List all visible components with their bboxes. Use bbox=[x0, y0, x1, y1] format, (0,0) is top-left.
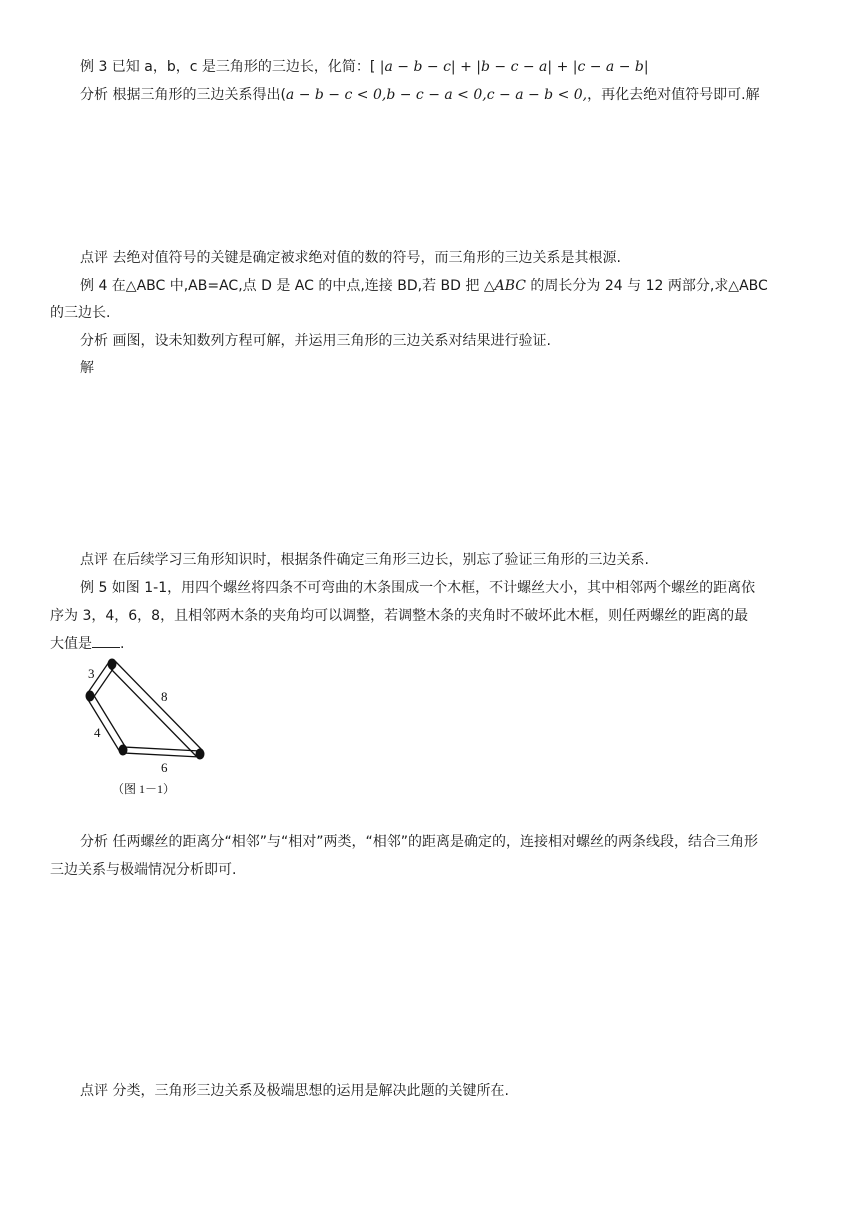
figure-1-1 bbox=[70, 650, 230, 810]
ex5-period: . bbox=[120, 636, 125, 652]
figure-caption: （图 1－1） bbox=[112, 782, 176, 796]
ex4-analysis: 分析 画图，设未知数列方程可解，并运用三角形的三边关系对结果进行验证. bbox=[80, 333, 551, 349]
ex3-comment: 点评 去绝对值符号的关键是确定被求绝对值的数的符号，而三角形的三边关系是其根源. bbox=[80, 250, 621, 266]
label-3: 3 bbox=[88, 666, 95, 681]
ex4-triangle-expression: △ABC bbox=[483, 278, 526, 294]
ex4-comment: 点评 在后续学习三角形知识时，根据条件确定三角形三边长，别忘了验证三角形的三边关系. bbox=[80, 552, 649, 568]
screw-left bbox=[86, 691, 95, 702]
stick-6-edge-b bbox=[123, 753, 200, 757]
ex4-statement-text: 例 4 在△ABC 中,AB=AC,点 D 是 AC 的中点,连接 BD,若 BD 把 bbox=[80, 278, 480, 294]
ex3-statement bbox=[80, 57, 649, 77]
ex3-analysis bbox=[80, 85, 760, 105]
stick-3-edge-b bbox=[93, 666, 115, 698]
ex5-question-text: 大值是 bbox=[50, 636, 92, 652]
ex4-statement bbox=[80, 276, 768, 296]
label-8: 8 bbox=[161, 689, 168, 704]
ex3-analysis-text: 分析 根据三角形的三边关系得出( bbox=[80, 87, 286, 103]
screws bbox=[86, 659, 205, 760]
stick-4-edge-a bbox=[87, 698, 120, 752]
wooden-sticks bbox=[87, 661, 203, 757]
stick-8-edge-b bbox=[109, 667, 197, 757]
label-4: 4 bbox=[94, 725, 101, 740]
ex3-expression: |a − b − c| + |b − c − a| + |c − a − b| bbox=[379, 59, 649, 75]
answer-blank bbox=[92, 633, 120, 648]
ex5-analysis-cont: 三边关系与极端情况分析即可. bbox=[50, 862, 237, 878]
ex3-analysis-tail: ，再化去绝对值符号即可.解 bbox=[587, 87, 760, 103]
stick-8-edge-a bbox=[115, 661, 203, 751]
ex5-comment: 点评 分类，三角形三边关系及极端思想的运用是解决此题的关键所在. bbox=[80, 1083, 509, 1099]
screw-top bbox=[108, 659, 117, 670]
ex5-statement: 例 5 如图 1-1，用四个螺丝将四条不可弯曲的木条围成一个木框，不计螺丝大小，其中相邻两个螺丝的距离依 bbox=[80, 580, 756, 596]
ex4-statement-tail: 的周长分为 24 与 12 两部分,求△ABC bbox=[530, 278, 768, 294]
label-6: 6 bbox=[161, 760, 168, 775]
screw-bottom-left bbox=[119, 745, 128, 756]
ex5-statement-cont: 序为 3，4，6，8，且相邻两木条的夹角均可以调整，若调整木条的夹角时不破坏此木框，则任两螺丝的距离的最 bbox=[50, 608, 749, 624]
ex4-statement-cont: 的三边长. bbox=[50, 305, 111, 321]
ex5-analysis: 分析 任两螺丝的距离分“相邻”与“相对”两类，“相邻”的距离是确定的，连接相对螺丝的两条线段，结合三角形 bbox=[80, 834, 758, 850]
wooden-frame-diagram bbox=[70, 650, 230, 810]
ex3-statement-text: 例 3 已知 a，b，c 是三角形的三边长，化简：[ bbox=[80, 59, 376, 75]
screw-bottom-right bbox=[196, 749, 205, 760]
ex4-solution-label: 解 bbox=[80, 360, 94, 376]
ex3-analysis-expression: a − b − c < 0,b − c − a < 0,c − a − b < 0, bbox=[285, 87, 588, 103]
